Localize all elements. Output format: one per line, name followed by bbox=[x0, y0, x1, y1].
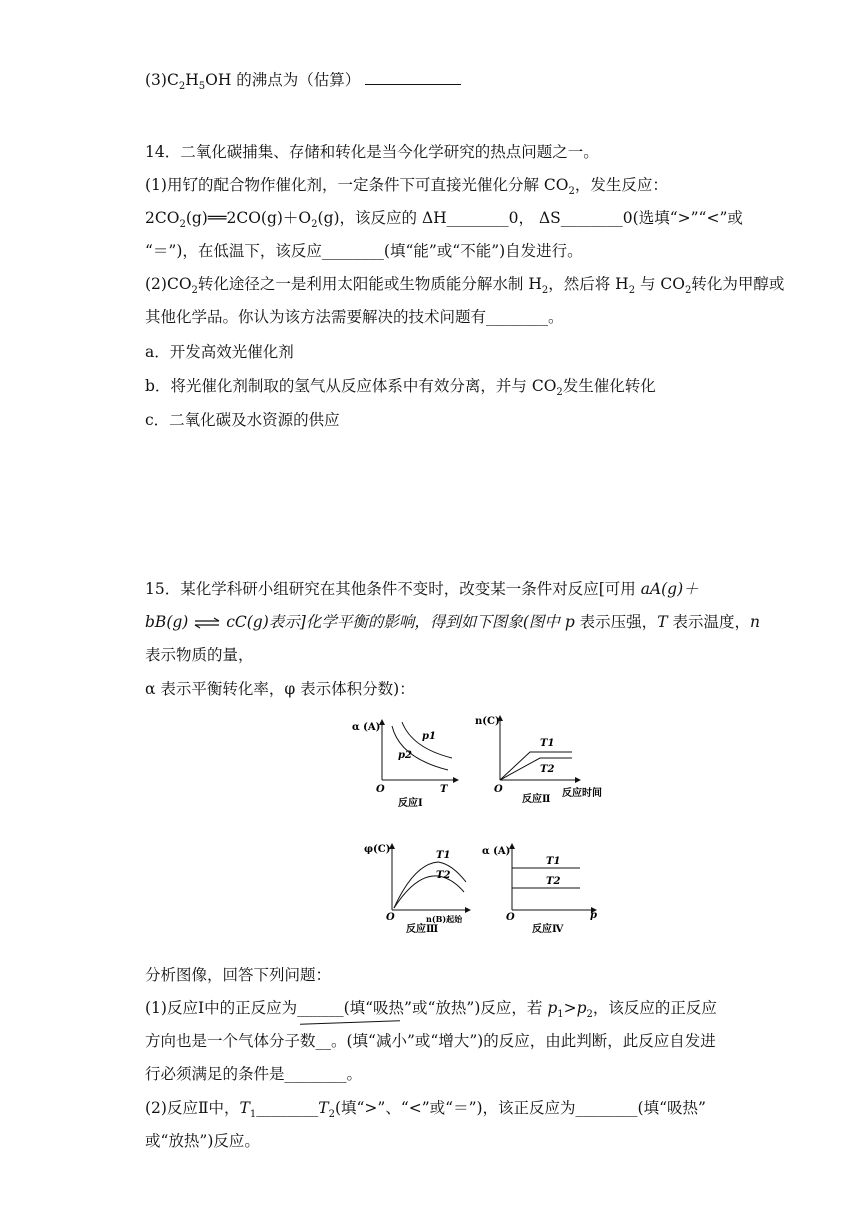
figures-panel bbox=[340, 706, 640, 936]
g3-caption: 反应Ⅲ bbox=[406, 924, 439, 935]
g4-origin: O bbox=[506, 912, 515, 923]
g3-ylabel: φ(C) bbox=[364, 844, 391, 855]
answer-blank[interactable] bbox=[365, 70, 461, 85]
q14-option-b: b．将光催化剂制取的氢气从反应体系中有效分离，并与 $CO_2$发生催化转化 bbox=[145, 377, 656, 399]
g1-curve1: p1 bbox=[422, 731, 436, 742]
q14-part1-line3: “＝”)，在低温下，该反应________(填“能”或“不能”)自发进行。 bbox=[145, 242, 583, 260]
graph-reaction-3 bbox=[364, 844, 470, 935]
g1-caption: 反应Ⅰ bbox=[398, 798, 423, 809]
g3-xlabel: n(B)起始 bbox=[426, 914, 463, 924]
g2-origin: O bbox=[494, 784, 503, 795]
q15-stem-line3: 表示物质的量， bbox=[145, 646, 254, 664]
handwritten-stroke bbox=[300, 1020, 400, 1024]
q14-part2-line1: $(2)CO_2$转化途径之一是利用太阳能或生物质能分解水制 $H_2$，然后将 $H_2$ 与 $CO_2$转化为甲醇或 bbox=[145, 275, 785, 297]
q14-part1-line2: $2CO_2(g)══2CO(g)+O_2(g)$，该反应的 ΔH________0， ΔS________0(选填“>”“<”或 bbox=[145, 209, 743, 231]
graph-reaction-1 bbox=[352, 720, 458, 809]
q15-stem-line2: bB(g) cC(g)表示]化学平衡的影响，得到如下图象(图中 p 表示压强，T 表示温度，n bbox=[145, 613, 760, 631]
g2-xlabel: 反应时间 bbox=[562, 788, 602, 799]
g2-curve2: T2 bbox=[540, 764, 555, 775]
q14-option-a: a．开发高效光催化剂 bbox=[145, 343, 294, 361]
g4-curve2: T2 bbox=[546, 876, 561, 887]
q15-stem-line1: 15．某化学科研小组研究在其他条件不变时，改变某一条件对反应[可用 aA(g)＋ bbox=[145, 580, 699, 598]
q15-stem-line4: α 表示平衡转化率，φ 表示体积分数)： bbox=[145, 680, 415, 698]
equilibrium-arrow-icon bbox=[193, 617, 221, 629]
graph-reaction-4 bbox=[482, 844, 597, 935]
g4-curve1: T1 bbox=[546, 856, 561, 867]
g3-curve2: T2 bbox=[436, 870, 451, 881]
g2-curve1: T1 bbox=[540, 738, 555, 749]
q14-stem: 14．二氧化碳捕集、存储和转化是当今化学研究的热点问题之一。 bbox=[145, 143, 599, 161]
g1-curve2: p2 bbox=[398, 750, 412, 761]
q13-part3: $(3)C_2H_5OH$ 的沸点为（估算） bbox=[145, 68, 461, 92]
g1-xlabel: T bbox=[440, 784, 448, 795]
g4-xlabel: p bbox=[590, 910, 597, 921]
q15-part1-line2: 方向也是一个气体分子数__。(填“减小”或“增大”)的反应，由此判断，此反应自发进 bbox=[145, 1032, 716, 1050]
g1-ylabel: α (A) bbox=[352, 722, 381, 733]
g4-ylabel: α (A) bbox=[482, 846, 511, 857]
g3-curve1: T1 bbox=[436, 850, 451, 861]
g4-caption: 反应Ⅳ bbox=[532, 924, 564, 935]
g1-origin: O bbox=[376, 784, 385, 795]
g2-ylabel: n(C) bbox=[475, 716, 500, 727]
q15-part1-line1: (1)反应Ⅰ中的正反应为______(填“吸热”或“放热”)反应，若 $p_1>p_2$，该反应的正反应 bbox=[145, 999, 717, 1021]
q15-part2-line1: (2)反应Ⅱ中，$T_1\_\_\_\_\_\_\_\_T_2$(填“>”、“<”或“＝”)，该正反应为________(填“吸热” bbox=[145, 1099, 706, 1121]
graph-reaction-2 bbox=[475, 716, 602, 805]
g3-origin: O bbox=[386, 912, 395, 923]
q14-part1-line1: (1)用钌的配合物作催化剂，一定条件下可直接光催化分解 $CO_2$，发生反应： bbox=[145, 176, 668, 198]
q14-option-c: c．二氧化碳及水资源的供应 bbox=[145, 411, 340, 429]
g2-caption: 反应Ⅱ bbox=[522, 794, 551, 805]
q15-analyze: 分析图像，回答下列问题： bbox=[145, 966, 332, 984]
q14-part2-line2: 其他化学品。你认为该方法需要解决的技术问题有________。 bbox=[145, 308, 564, 326]
q15-part1-line3: 行必须满足的条件是________。 bbox=[145, 1065, 363, 1083]
q15-part2-line2: 或“放热”)反应。 bbox=[145, 1132, 260, 1150]
